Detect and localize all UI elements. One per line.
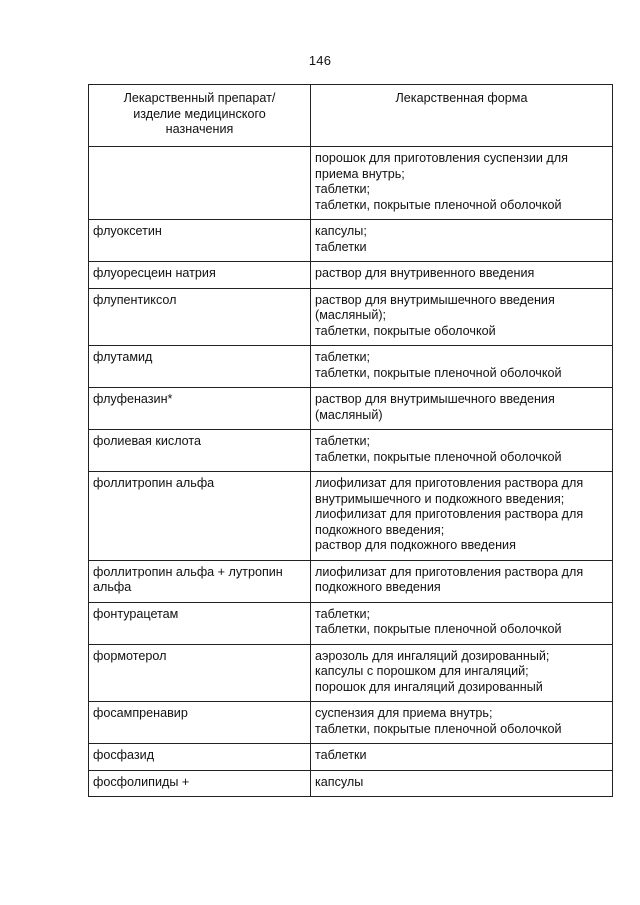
table-row (89, 560, 613, 602)
drug-form-cell (311, 388, 613, 430)
page-number: 146 (308, 53, 332, 68)
form-line: таблетки; (315, 434, 371, 448)
form-line: таблетки, покрытые пленочной оболочкой (315, 622, 562, 636)
form-line: раствор для внутривенного введения (315, 266, 535, 280)
drug-table (88, 84, 613, 797)
table-row (89, 472, 613, 561)
form-line: капсулы; (315, 224, 367, 238)
drug-name-cell (89, 346, 311, 388)
name-line: фосампренавир (93, 706, 188, 720)
form-line: капсулы с порошком для ингаляций; (315, 664, 529, 678)
form-line: приема внутрь; (315, 166, 405, 181)
header-drug (89, 85, 311, 147)
drug-name-cell (89, 262, 311, 289)
table-row (89, 602, 613, 644)
table-row (89, 702, 613, 744)
drug-form-cell (311, 602, 613, 644)
form-line: таблетки; (315, 182, 371, 196)
name-line: флупентиксол (93, 292, 177, 307)
form-line: внутримышечного и подкожного введения; (315, 491, 565, 506)
name-line: фолиевая кислота (93, 434, 202, 448)
form-line: порошок для ингаляций дозированный (315, 679, 543, 694)
table-header-row (89, 85, 613, 147)
drug-form-cell (311, 744, 613, 771)
form-line: раствор для внутримышечного введения (315, 392, 555, 406)
name-line: фосфолипиды + (93, 774, 190, 789)
header-form (311, 85, 613, 147)
form-line: таблетки, покрытые пленочной оболочкой (315, 365, 562, 380)
table-row (89, 430, 613, 472)
name-line: флуоресцеин натрия (93, 266, 216, 280)
name-line: фоллитропин альфа + лутропин (93, 564, 283, 579)
drug-form-cell (311, 346, 613, 388)
drug-form-cell (311, 472, 613, 561)
table-row (89, 346, 613, 388)
form-line: суспензия для приема внутрь; (315, 706, 493, 720)
form-line: порошок для приготовления суспензии для (315, 151, 568, 165)
drug-name-cell (89, 770, 311, 797)
drug-form-cell (311, 644, 613, 702)
drug-form-cell (311, 147, 613, 220)
table-row (89, 262, 613, 289)
header-drug-line: изделие медицинского (133, 106, 266, 121)
drug-name-cell (89, 560, 311, 602)
form-line: капсулы (315, 774, 364, 789)
name-line: фоллитропин альфа (93, 476, 215, 490)
form-line: таблетки; (315, 350, 371, 364)
drug-form-cell (311, 220, 613, 262)
drug-name-cell (89, 472, 311, 561)
drug-name-cell (89, 744, 311, 771)
table-row (89, 288, 613, 346)
drug-form-cell (311, 770, 613, 797)
name-line: фосфазид (93, 748, 155, 762)
name-line: фонтурацетам (93, 606, 179, 621)
drug-form-cell (311, 262, 613, 289)
drug-name-cell (89, 644, 311, 702)
form-line: раствор для подкожного введения (315, 538, 516, 552)
form-line: таблетки, покрытые пленочной оболочкой (315, 197, 562, 212)
form-line: раствор для внутримышечного введения (315, 292, 555, 307)
name-line: формотерол (93, 648, 167, 663)
form-line: таблетки (315, 239, 367, 254)
form-line: лиофилизат для приготовления раствора для (315, 507, 584, 521)
drug-name-cell (89, 702, 311, 744)
form-line: таблетки, покрытые пленочной оболочкой (315, 721, 562, 736)
form-line: (масляный) (315, 407, 383, 422)
form-line: лиофилизат для приготовления раствора для (315, 564, 584, 579)
name-line: флуфеназин* (93, 392, 173, 406)
header-drug-line: Лекарственный препарат/ (123, 91, 276, 105)
form-line: подкожного введения; (315, 522, 445, 537)
drug-name-cell (89, 147, 311, 220)
form-line: подкожного введения (315, 580, 441, 594)
drug-name-cell (89, 602, 311, 644)
form-line: таблетки (315, 748, 367, 762)
table-row (89, 388, 613, 430)
drug-name-cell (89, 388, 311, 430)
drug-name-cell (89, 220, 311, 262)
name-line: альфа (93, 580, 132, 594)
drug-form-cell (311, 560, 613, 602)
header-drug-line: назначения (165, 122, 234, 136)
table-row (89, 770, 613, 797)
table-row (89, 644, 613, 702)
form-line: лиофилизат для приготовления раствора для (315, 476, 584, 490)
form-line: аэрозоль для ингаляций дозированный; (315, 648, 550, 663)
drug-form-cell (311, 430, 613, 472)
header-form-line: Лекарственная форма (395, 91, 528, 105)
table-row (89, 147, 613, 220)
form-line: таблетки, покрытые пленочной оболочкой (315, 449, 562, 464)
drug-form-cell (311, 702, 613, 744)
form-line: (масляный); (315, 308, 387, 322)
name-line: флутамид (93, 350, 153, 364)
table-row (89, 744, 613, 771)
form-line: таблетки; (315, 606, 371, 621)
name-line: флуоксетин (93, 224, 162, 238)
table-row (89, 220, 613, 262)
drug-name-cell (89, 288, 311, 346)
drug-form-cell (311, 288, 613, 346)
form-line: таблетки, покрытые оболочкой (315, 323, 496, 338)
drug-name-cell (89, 430, 311, 472)
